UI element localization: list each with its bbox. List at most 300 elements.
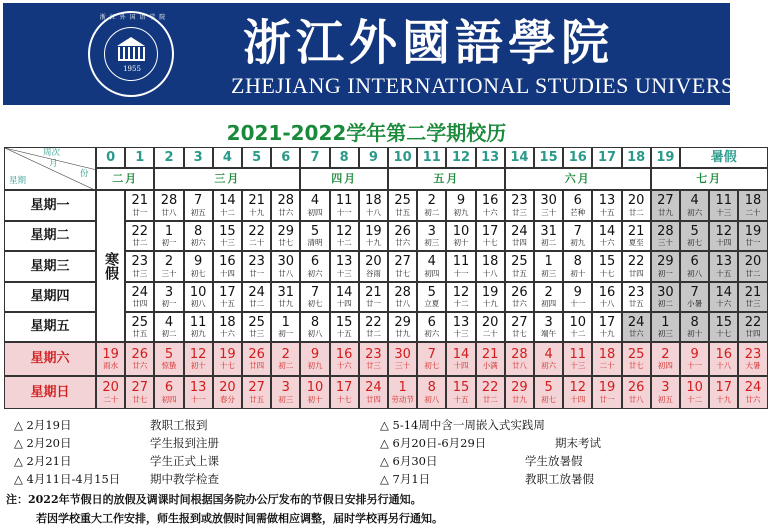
date-number: 27 — [131, 380, 149, 396]
date-cell — [563, 282, 592, 312]
date-number: 26 — [248, 346, 265, 362]
date-cell — [184, 282, 213, 312]
corner-fen-label: 份 — [80, 169, 89, 179]
date-cell — [213, 251, 242, 282]
lunar-date: 十九 — [716, 394, 732, 404]
date-number: 21 — [481, 346, 499, 362]
date-number: 1 — [661, 314, 670, 330]
lunar-date: 十一 — [453, 268, 469, 278]
date-number: 9 — [194, 254, 203, 270]
lunar-date: 十三 — [570, 361, 586, 371]
lunar-date: 十二 — [453, 299, 469, 309]
month-label: 五月 — [433, 172, 460, 186]
date-number: 27 — [511, 314, 528, 330]
date-cell — [184, 221, 213, 251]
weekday-text: 星期五 — [30, 319, 70, 335]
date-cell — [446, 376, 475, 409]
date-number: 25 — [248, 314, 265, 330]
lunar-date: 廿五 — [249, 394, 265, 404]
date-number: 20 — [744, 254, 762, 270]
month-header — [300, 168, 388, 190]
date-cell — [242, 251, 271, 282]
date-number: 2 — [661, 346, 670, 362]
lunar-date: 劳动节 — [391, 394, 414, 404]
week-number — [417, 147, 446, 168]
date-number: 22 — [627, 254, 645, 270]
date-number: 20 — [219, 380, 236, 396]
lunar-date: 十一 — [336, 207, 352, 217]
date-cell — [417, 312, 446, 342]
date-number: 23 — [131, 254, 149, 270]
date-number: 23 — [248, 254, 265, 270]
date-cell — [563, 251, 592, 282]
date-cell — [359, 376, 388, 409]
date-number: 20 — [365, 254, 382, 270]
date-number: 10 — [686, 380, 703, 396]
date-cell — [622, 190, 651, 221]
date-number: 1 — [281, 314, 290, 330]
week-number-text: 5 — [252, 149, 262, 165]
week-number — [96, 147, 125, 168]
date-cell — [680, 342, 709, 376]
date-number: 27 — [248, 380, 265, 396]
lunar-date: 廿八 — [628, 394, 644, 404]
university-name-cn: 浙江外國語學院 — [243, 15, 615, 71]
date-number: 11 — [452, 254, 470, 270]
month-label: 二月 — [112, 172, 139, 186]
corner-week-label: 周次 — [43, 148, 61, 158]
date-cell — [125, 221, 154, 251]
date-cell — [359, 251, 388, 282]
weekday-label — [4, 342, 96, 376]
lunar-date: 初六 — [541, 361, 557, 371]
lunar-date: 三十 — [657, 238, 673, 248]
lunar-date: 十三 — [336, 268, 352, 278]
date-cell — [534, 190, 563, 221]
week-number-text: 10 — [393, 149, 412, 165]
date-cell — [242, 376, 271, 409]
building-columns-icon — [118, 47, 145, 61]
date-number: 13 — [189, 380, 207, 396]
date-number: 20 — [481, 314, 499, 330]
lunar-date: 十五 — [453, 394, 469, 404]
date-number: 1 — [544, 254, 553, 270]
date-cell — [476, 312, 505, 342]
week-number — [592, 147, 621, 168]
week-number — [563, 147, 592, 168]
date-cell — [476, 190, 505, 221]
table-corner-header — [4, 147, 96, 190]
date-number: 26 — [131, 346, 149, 362]
university-logo — [88, 11, 174, 97]
date-number: 19 — [744, 223, 762, 239]
summer-label: 暑假 — [710, 149, 737, 165]
date-cell — [709, 312, 738, 342]
lunar-date: 芒种 — [570, 207, 586, 217]
date-cell — [388, 282, 417, 312]
lunar-date: 十九 — [365, 238, 381, 248]
lunar-date: 初七 — [307, 299, 323, 309]
date-cell — [738, 251, 767, 282]
building-roof-icon — [117, 37, 145, 46]
date-number: 3 — [544, 314, 553, 330]
lunar-date: 初三 — [278, 394, 294, 404]
week-number-text: 17 — [597, 149, 617, 165]
date-cell — [651, 251, 680, 282]
month-header — [96, 168, 154, 190]
date-number: 12 — [569, 380, 587, 396]
date-number: 13 — [452, 314, 470, 330]
lunar-date: 廿八 — [278, 268, 294, 278]
date-number: 22 — [131, 223, 149, 239]
lunar-date: 十三 — [716, 207, 732, 217]
week-number-text: 1 — [135, 149, 145, 165]
date-number: 30 — [657, 284, 674, 300]
date-cell — [622, 282, 651, 312]
week-number-text: 4 — [222, 149, 232, 165]
lunar-date: 谷雨 — [365, 268, 381, 278]
weekday-label — [4, 251, 96, 282]
date-number: 2 — [544, 284, 553, 300]
lunar-date: 三十 — [161, 268, 177, 278]
lunar-date: 十七 — [219, 361, 235, 371]
date-number: 5 — [310, 223, 320, 239]
date-cell — [271, 190, 300, 221]
date-cell — [622, 376, 651, 409]
lunar-date: 小暑 — [687, 299, 703, 309]
date-number: 28 — [394, 284, 411, 300]
date-number: 13 — [598, 193, 616, 209]
lunar-date: 初五 — [190, 207, 206, 217]
date-cell — [154, 312, 183, 342]
date-number: 3 — [427, 223, 436, 239]
lunar-date: 廿九 — [395, 329, 411, 339]
date-number: 2 — [427, 193, 436, 209]
summer-break-header — [680, 147, 768, 168]
date-cell — [417, 282, 446, 312]
lunar-date: 廿二 — [365, 329, 381, 339]
lunar-date: 初六 — [307, 268, 323, 278]
lunar-date: 廿八 — [161, 207, 177, 217]
date-number: 27 — [657, 193, 674, 209]
lunar-date: 初八 — [190, 299, 206, 309]
week-number — [622, 147, 651, 168]
lunar-date: 廿四 — [745, 329, 761, 339]
week-number-text: 18 — [627, 149, 646, 165]
event-description: 教职工报到 — [150, 418, 208, 432]
date-number: 25 — [131, 314, 149, 330]
date-number: 29 — [277, 223, 295, 239]
date-number: 21 — [131, 193, 149, 209]
date-cell — [505, 312, 534, 342]
date-cell — [330, 221, 359, 251]
lunar-date: 廿七 — [132, 394, 148, 404]
event-date: △ 4月11日-4月15日 — [14, 472, 121, 486]
date-cell — [330, 282, 359, 312]
date-number: 24 — [248, 284, 265, 300]
lunar-date: 初二 — [161, 329, 177, 339]
date-number: 19 — [365, 223, 382, 239]
date-number: 16 — [715, 346, 733, 362]
lunar-date: 廿四 — [249, 361, 265, 371]
lunar-date: 廿七 — [395, 268, 411, 278]
date-number: 11 — [715, 193, 733, 209]
date-cell — [738, 342, 767, 376]
university-name-en: ZHEJIANG INTERNATIONAL STUDIES UNIVERSITY — [231, 73, 772, 98]
date-cell — [680, 376, 709, 409]
lunar-date: 廿二 — [628, 207, 644, 217]
lunar-date: 十六 — [599, 238, 615, 248]
lunar-date: 十七 — [336, 394, 352, 404]
date-cell — [300, 342, 329, 376]
date-number: 22 — [248, 223, 265, 239]
lunar-date: 初二 — [541, 238, 557, 248]
date-number: 18 — [481, 254, 499, 270]
lunar-date: 廿七 — [628, 361, 644, 371]
month-header — [651, 168, 768, 190]
date-number: 17 — [598, 314, 616, 330]
date-number: 1 — [164, 223, 174, 239]
date-number: 13 — [715, 254, 733, 270]
week-number-text: 2 — [164, 149, 174, 165]
date-cell — [96, 342, 125, 376]
lunar-date: 廿九 — [278, 299, 294, 309]
date-cell — [388, 376, 417, 409]
date-cell — [476, 282, 505, 312]
event-description: 教职工放暑假 — [525, 472, 594, 486]
date-cell — [592, 282, 621, 312]
weekday-text: 星期六 — [30, 351, 70, 367]
lunar-date: 初四 — [541, 299, 557, 309]
date-cell — [622, 221, 651, 251]
lunar-date: 初九 — [190, 329, 206, 339]
date-cell — [534, 251, 563, 282]
lunar-date: 十五 — [716, 268, 732, 278]
event-description: 学生正式上课 — [150, 454, 219, 468]
lunar-date: 十五 — [599, 207, 615, 217]
date-number: 12 — [715, 223, 733, 239]
date-number: 8 — [690, 314, 699, 330]
lunar-date: 廿一 — [132, 207, 148, 217]
week-number — [534, 147, 563, 168]
lunar-date: 十八 — [482, 268, 498, 278]
date-cell — [446, 251, 475, 282]
week-number — [446, 147, 475, 168]
event-date: △ 6月30日 — [380, 454, 438, 468]
date-number: 12 — [335, 223, 353, 239]
date-cell — [651, 221, 680, 251]
date-cell — [213, 342, 242, 376]
date-number: 10 — [189, 284, 207, 300]
date-cell — [563, 312, 592, 342]
lunar-date: 廿三 — [249, 329, 265, 339]
lunar-date: 廿九 — [511, 394, 527, 404]
date-number: 16 — [598, 284, 616, 300]
date-number: 23 — [365, 346, 382, 362]
lunar-date: 二十 — [249, 238, 265, 248]
lunar-date: 春分 — [219, 394, 235, 404]
date-cell — [534, 221, 563, 251]
week-number-text: 3 — [193, 149, 203, 165]
lunar-date: 十六 — [716, 299, 732, 309]
month-header — [505, 168, 651, 190]
date-number: 16 — [335, 346, 353, 362]
lunar-date: 廿六 — [395, 238, 411, 248]
date-number: 24 — [744, 380, 762, 396]
date-number: 18 — [219, 314, 236, 330]
week-number — [271, 147, 300, 168]
winter-break-cell — [96, 190, 125, 342]
date-number: 2 — [164, 254, 174, 270]
lunar-date: 十六 — [219, 329, 235, 339]
date-number: 23 — [627, 284, 645, 300]
date-cell — [476, 251, 505, 282]
date-cell — [476, 221, 505, 251]
calendar-title: 2021-2022学年第二学期校历 — [226, 121, 507, 145]
lunar-date: 廿三 — [511, 207, 527, 217]
date-number: 12 — [452, 284, 470, 300]
lunar-date: 廿六 — [745, 394, 761, 404]
date-number: 19 — [219, 346, 236, 362]
date-number: 1 — [398, 380, 407, 396]
date-number: 4 — [544, 346, 553, 362]
date-number: 20 — [627, 193, 645, 209]
lunar-date: 十四 — [570, 394, 586, 404]
event-description: 学生报到注册 — [150, 436, 219, 450]
lunar-date: 廿四 — [365, 394, 381, 404]
date-cell — [417, 376, 446, 409]
date-cell — [592, 342, 621, 376]
date-number: 24 — [365, 380, 382, 396]
date-number: 18 — [744, 193, 762, 209]
date-number: 9 — [310, 346, 320, 362]
lunar-date: 十九 — [599, 329, 615, 339]
date-cell — [125, 251, 154, 282]
week-number-text: 15 — [539, 149, 558, 165]
lunar-date: 惊蛰 — [161, 361, 177, 371]
lunar-date: 十七 — [482, 238, 498, 248]
lunar-date: 二十 — [745, 207, 761, 217]
lunar-date: 十一 — [190, 394, 206, 404]
date-number: 5 — [427, 284, 436, 300]
weekday-label — [4, 312, 96, 342]
event-date: △ 2月20日 — [14, 436, 72, 450]
date-number: 28 — [277, 193, 295, 209]
date-cell — [96, 376, 125, 409]
lunar-date: 小满 — [482, 361, 498, 371]
date-cell — [300, 312, 329, 342]
date-number: 29 — [394, 314, 411, 330]
date-number: 7 — [310, 284, 320, 300]
date-cell — [359, 221, 388, 251]
lunar-date: 十九 — [482, 299, 498, 309]
date-number: 9 — [456, 193, 466, 209]
date-number: 7 — [194, 193, 203, 209]
lunar-date: 初八 — [424, 394, 440, 404]
lunar-date: 三十 — [541, 207, 557, 217]
date-cell — [563, 376, 592, 409]
date-cell — [446, 221, 475, 251]
event-description: 期末考试 — [555, 436, 601, 450]
date-number: 14 — [219, 193, 236, 209]
date-cell — [680, 282, 709, 312]
lunar-date: 十八 — [716, 361, 732, 371]
weekday-label — [4, 376, 96, 409]
date-cell — [417, 221, 446, 251]
date-cell — [709, 190, 738, 221]
date-number: 26 — [394, 223, 411, 239]
note-line-2: 若因学校重大工作安排，师生报到或放假时间需做相应调整，届时学校再另行通知。 — [36, 512, 443, 525]
event-date: △ 2月19日 — [14, 418, 72, 432]
date-number: 5 — [544, 380, 553, 396]
lunar-date: 十二 — [219, 207, 235, 217]
lunar-date: 初八 — [687, 268, 703, 278]
lunar-date: 廿五 — [628, 299, 644, 309]
logo-emblem — [104, 27, 158, 81]
lunar-date: 初七 — [687, 238, 703, 248]
date-cell — [154, 251, 183, 282]
date-cell — [125, 342, 154, 376]
date-cell — [359, 282, 388, 312]
date-cell — [330, 342, 359, 376]
lunar-date: 三十 — [395, 361, 411, 371]
date-number: 11 — [189, 314, 207, 330]
lunar-date: 初十 — [307, 394, 323, 404]
date-cell — [534, 342, 563, 376]
corner-day-label: 星期 — [9, 176, 27, 186]
date-number: 17 — [335, 380, 353, 396]
date-cell — [388, 342, 417, 376]
lunar-date: 十二 — [687, 394, 703, 404]
date-cell — [271, 251, 300, 282]
lunar-date: 廿一 — [365, 299, 381, 309]
date-cell — [271, 221, 300, 251]
date-cell — [592, 376, 621, 409]
date-cell — [213, 376, 242, 409]
date-number: 3 — [164, 284, 174, 300]
date-cell — [505, 376, 534, 409]
date-cell — [359, 190, 388, 221]
event-date: △ 2月21日 — [14, 454, 72, 468]
date-cell — [417, 342, 446, 376]
date-cell — [680, 221, 709, 251]
week-number — [476, 147, 505, 168]
month-label: 七月 — [696, 172, 723, 186]
month-header — [388, 168, 505, 190]
date-cell — [592, 251, 621, 282]
date-cell — [446, 342, 475, 376]
date-cell — [592, 312, 621, 342]
month-label: 六月 — [564, 172, 591, 186]
date-number: 19 — [481, 284, 499, 300]
date-cell — [505, 282, 534, 312]
date-number: 26 — [511, 284, 528, 300]
weekday-label — [4, 221, 96, 251]
week-number — [154, 147, 183, 168]
date-number: 14 — [452, 346, 470, 362]
lunar-date: 初七 — [190, 268, 206, 278]
week-number-text: 9 — [368, 149, 378, 165]
lunar-date: 十八 — [599, 299, 615, 309]
date-number: 25 — [511, 254, 528, 270]
date-number: 18 — [598, 346, 616, 362]
lunar-date: 初十 — [190, 361, 206, 371]
date-number: 23 — [511, 193, 528, 209]
lunar-date: 初六 — [424, 329, 440, 339]
date-number: 6 — [164, 380, 174, 396]
week-number-text: 16 — [568, 149, 587, 165]
date-number: 15 — [598, 254, 616, 270]
